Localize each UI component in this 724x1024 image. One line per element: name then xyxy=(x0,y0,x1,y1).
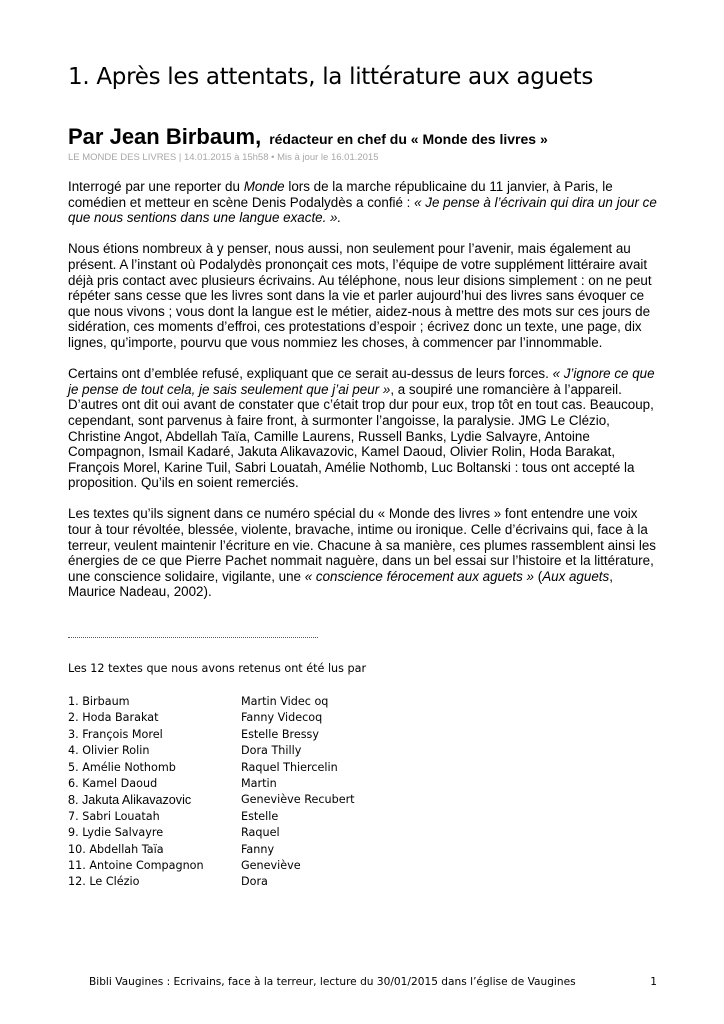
quote-italic: « J’ignore ce que je pense de tout cela, je sais seulement que j’ai peur » xyxy=(68,366,655,397)
reading-row xyxy=(68,743,441,759)
list-intro: Les 12 textes que nous avons retenus ont été lus par xyxy=(68,662,367,675)
text-run: Interrogé par une reporter du xyxy=(68,179,244,194)
page-footer xyxy=(89,976,657,988)
text-title: 6. Kamel Daoud xyxy=(68,776,158,790)
reader-name: Estelle Bressy xyxy=(241,727,320,741)
book-title-italic: Aux aguets xyxy=(542,568,610,584)
byline xyxy=(68,124,548,150)
reader-name: Geneviève Recubert xyxy=(241,793,355,807)
text-run: lors de la marche républicaine du 11 janvier, à Paris, le comédien et metteur en scène Denis Podalydès a confié : xyxy=(68,179,613,210)
reader-name: Fanny Videcoq xyxy=(241,711,323,725)
text-title: 4. Olivier Rolin xyxy=(68,744,150,758)
paragraph-4 xyxy=(68,506,658,600)
document-title: 1. Après les attentats, la littérature aux aguets xyxy=(68,64,594,90)
article-meta: LE MONDE DES LIVRES | 14.01.2015 à 15h58 • Mis à jour le 16.01.2015 xyxy=(68,152,379,163)
reader-name: Geneviève xyxy=(241,858,301,872)
text-run-italic: Monde xyxy=(243,179,285,194)
reading-row xyxy=(68,792,441,808)
paragraph-2 xyxy=(68,241,658,350)
reading-row xyxy=(68,825,441,841)
text-title: 3. François Morel xyxy=(68,727,163,741)
text-title: 1. Birbaum xyxy=(68,695,130,708)
text-title: 11. Antoine Compagnon xyxy=(68,858,204,872)
reader-name: Martin Videc oq xyxy=(241,695,329,708)
reader-name: Raquel xyxy=(241,826,280,840)
reader-name: Dora xyxy=(241,875,268,889)
reading-row xyxy=(68,809,441,825)
text-title: 5. Amélie Nothomb xyxy=(68,760,176,774)
text-run: Certains ont d’emblée refusé, expliquant que ce serait au-dessus de leurs forces. xyxy=(68,366,553,382)
reader-name: Dora Thilly xyxy=(241,744,302,758)
reading-row xyxy=(68,776,441,792)
text-run: , a soupiré une romancière à l’appareil. D’autres ont dit oui avant de constater que c’était trop dur pour eux, trop tôt en tout cas. Beaucoup, cependant, sont parvenus à faire front, à surmonter l’angoisse, la paralysie. JMG Le Clézio, Christine Angot, Abdellah Taïa, Camille Laurens, Russell Banks, Lydie Salvayre, Antoine Compagnon, Ismail Kadaré, Jakuta Alikavazovic, Kamel Daoud, Olivier Rolin, Hoda Barakat, François Morel, Karine Tuil, Sabri Louatah, Amélie Nothomb, Luc Boltanski : tous ont accepté la proposition. Qu’ils en soient remerciés. xyxy=(68,381,654,491)
readings-list xyxy=(68,694,441,891)
page-number: 1 xyxy=(650,976,657,988)
paragraph-1 xyxy=(68,179,658,226)
text-title: 9. Lydie Salvayre xyxy=(68,826,164,840)
text-run: , Maurice Nadeau, 2002). xyxy=(68,568,613,600)
byline-role: rédacteur en chef du « Monde des livres » xyxy=(269,131,548,147)
reader-name: Martin xyxy=(241,776,277,790)
reading-row xyxy=(68,858,441,874)
quote-italic: « conscience férocement aux aguets » xyxy=(304,568,534,584)
reading-row xyxy=(68,727,441,743)
footer-text: Bibli Vaugines : Ecrivains, face à la terreur, lecture du 30/01/2015 dans l’église de Vaugines xyxy=(89,976,576,988)
separator-line xyxy=(68,637,318,638)
paragraph-3 xyxy=(68,366,658,491)
reader-name: Fanny xyxy=(241,842,275,856)
text-title: 2. Hoda Barakat xyxy=(68,711,159,725)
article-body xyxy=(68,179,658,616)
text-run: ( xyxy=(534,568,543,584)
reader-name: Estelle xyxy=(241,809,279,823)
reading-row xyxy=(68,760,441,776)
reading-row xyxy=(68,694,441,710)
text-title: 8. Jakuta Alikavazovic xyxy=(68,793,192,808)
text-title: 7. Sabri Louatah xyxy=(68,809,160,823)
text-title: 12. Le Clézio xyxy=(68,875,140,889)
reading-row xyxy=(68,842,441,858)
reader-name: Raquel Thiercelin xyxy=(241,760,338,774)
text-title: 10. Abdellah Taïa xyxy=(68,842,164,856)
text-run: Les textes qu’ils signent dans ce numéro spécial du « Monde des livres » font entendre une voix tour à tour révoltée, blessée, violente, bravache, intime ou ironique. Celle d’écrivains qui, face à la terreur, veulent maintenir l’écriture en vie. Chacune à sa manière, ces plumes rassemblent ainsi les énergies de ce que Pierre Pachet nommait naguère, dans un bel essai sur l’histoire et la littérature, une conscience solidaire, vigilante, une xyxy=(68,506,656,584)
quote-italic: « Je pense à l’écrivain qui dira un jour ce que nous sentions dans une langue exacte. ». xyxy=(68,194,657,226)
byline-author: Par Jean Birbaum, xyxy=(68,124,262,149)
reading-row xyxy=(68,710,441,726)
text-run: Nous étions nombreux à y penser, nous aussi, non seulement pour l’avenir, mais également au présent. A l’instant où Podalydès prononçait ces mots, l’équipe de votre supplément littéraire avait déjà pris contact avec plusieurs écrivains. Au téléphone, nous leur disions simplement : on ne peut répéter sans cesse que les livres sont dans la vie et parler aujourd’hui des livres sans évoquer ce que nous vivons ; vous dont la langue est le métier, aidez-nous à mettre des mots sur ces jours de sidération, ces moments d’effroi, ces protestations d’espoir ; écrivez donc un texte, une page, dix lignes, qu’importe, pourvu que vous nommiez les choses, à commencer par l’innommable. xyxy=(68,241,652,350)
reading-row xyxy=(68,874,441,890)
